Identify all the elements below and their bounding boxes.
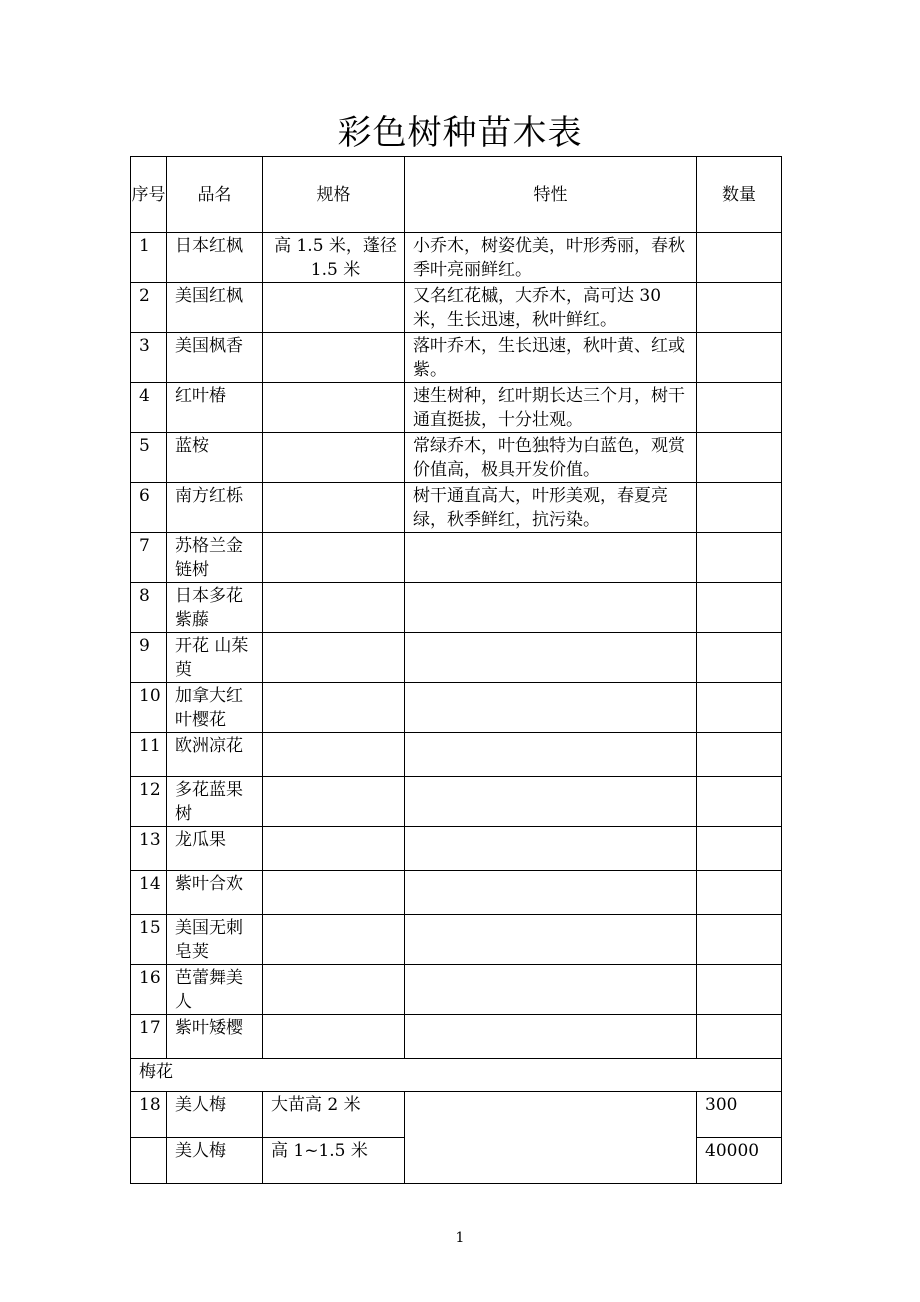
cell-name: 日本红枫 <box>167 233 263 283</box>
cell-no: 13 <box>131 827 167 871</box>
cell-qty <box>697 827 782 871</box>
cell-name: 苏格兰金链树 <box>167 533 263 583</box>
cell-name: 紫叶合欢 <box>167 871 263 915</box>
cell-feature: 又名红花槭，大乔木，高可达 30 米，生长迅速，秋叶鲜红。 <box>405 283 697 333</box>
cell-qty <box>697 483 782 533</box>
cell-spec <box>263 965 405 1015</box>
cell-feature: 小乔木，树姿优美，叶形秀丽，春秋季叶亮丽鲜红。 <box>405 233 697 283</box>
table-row <box>131 733 782 777</box>
cell-name: 多花蓝果树 <box>167 777 263 827</box>
header-name: 品名 <box>167 157 263 233</box>
cell-no <box>131 1138 167 1184</box>
table-row <box>131 483 782 533</box>
cell-no: 10 <box>131 683 167 733</box>
cell-qty <box>697 333 782 383</box>
cell-qty <box>697 633 782 683</box>
cell-spec <box>263 683 405 733</box>
cell-no: 7 <box>131 533 167 583</box>
cell-no: 9 <box>131 633 167 683</box>
cell-qty <box>697 583 782 633</box>
seedling-table <box>130 156 782 1184</box>
cell-qty <box>697 433 782 483</box>
table-row <box>131 1015 782 1059</box>
cell-no: 16 <box>131 965 167 1015</box>
cell-name: 红叶椿 <box>167 383 263 433</box>
cell-feature: 常绿乔木，叶色独特为白蓝色，观赏价值高，极具开发价值。 <box>405 433 697 483</box>
cell-no: 4 <box>131 383 167 433</box>
cell-no: 14 <box>131 871 167 915</box>
cell-feature <box>405 733 697 777</box>
cell-name: 芭蕾舞美人 <box>167 965 263 1015</box>
cell-spec <box>263 383 405 433</box>
page-title: 彩色树种苗木表 <box>337 113 583 153</box>
cell-no: 8 <box>131 583 167 633</box>
cell-feature <box>405 1015 697 1059</box>
cell-feature <box>405 915 697 965</box>
header-feature: 特性 <box>405 157 697 233</box>
cell-spec <box>263 333 405 383</box>
header-qty: 数量 <box>697 157 782 233</box>
cell-no: 3 <box>131 333 167 383</box>
cell-feature <box>405 533 697 583</box>
table-row <box>131 827 782 871</box>
cell-name: 美人梅 <box>167 1092 263 1138</box>
group-row <box>131 1059 782 1092</box>
cell-no: 1 <box>131 233 167 283</box>
table-row <box>131 283 782 333</box>
cell-name: 美国红枫 <box>167 283 263 333</box>
cell-spec <box>263 915 405 965</box>
cell-feature: 落叶乔木，生长迅速，秋叶黄、红或紫。 <box>405 333 697 383</box>
cell-qty <box>697 683 782 733</box>
cell-feature: 树干通直高大，叶形美观，春夏亮绿，秋季鲜红，抗污染。 <box>405 483 697 533</box>
cell-spec: 高 1.5 米，蓬径 1.5 米 <box>263 233 405 283</box>
cell-name: 开花 山茱萸 <box>167 633 263 683</box>
cell-spec <box>263 777 405 827</box>
table-row <box>131 583 782 633</box>
cell-spec <box>263 733 405 777</box>
header-row <box>131 157 782 233</box>
cell-feature <box>405 683 697 733</box>
cell-qty: 300 <box>697 1092 782 1138</box>
table-row <box>131 871 782 915</box>
table-row <box>131 233 782 283</box>
cell-qty <box>697 733 782 777</box>
cell-no: 11 <box>131 733 167 777</box>
cell-name: 紫叶矮樱 <box>167 1015 263 1059</box>
cell-name: 南方红栎 <box>167 483 263 533</box>
cell-feature <box>405 871 697 915</box>
cell-no: 2 <box>131 283 167 333</box>
table-row <box>131 633 782 683</box>
header-no: 序号 <box>131 157 167 233</box>
table-row <box>131 1092 782 1138</box>
cell-spec: 高 1~1.5 米 <box>263 1138 405 1184</box>
cell-no: 15 <box>131 915 167 965</box>
cell-spec: 大苗高 2 米 <box>263 1092 405 1138</box>
cell-feature-merged <box>405 1092 697 1184</box>
cell-name: 美人梅 <box>167 1138 263 1184</box>
table-row <box>131 777 782 827</box>
cell-qty <box>697 777 782 827</box>
cell-spec <box>263 633 405 683</box>
cell-name: 龙瓜果 <box>167 827 263 871</box>
table-row <box>131 433 782 483</box>
cell-feature <box>405 633 697 683</box>
cell-spec <box>263 483 405 533</box>
cell-feature <box>405 583 697 633</box>
cell-qty <box>697 383 782 433</box>
cell-qty <box>697 915 782 965</box>
table-row <box>131 383 782 433</box>
cell-spec <box>263 283 405 333</box>
cell-qty <box>697 233 782 283</box>
cell-spec <box>263 583 405 633</box>
cell-name: 欧洲凉花 <box>167 733 263 777</box>
cell-no: 5 <box>131 433 167 483</box>
cell-spec <box>263 827 405 871</box>
group-label: 梅花 <box>131 1059 782 1092</box>
cell-qty <box>697 533 782 583</box>
table-row <box>131 965 782 1015</box>
cell-spec <box>263 871 405 915</box>
cell-qty <box>697 965 782 1015</box>
cell-no: 18 <box>131 1092 167 1138</box>
cell-qty <box>697 1015 782 1059</box>
cell-feature <box>405 777 697 827</box>
cell-qty <box>697 871 782 915</box>
cell-no: 17 <box>131 1015 167 1059</box>
cell-qty: 40000 <box>697 1138 782 1184</box>
table-row <box>131 333 782 383</box>
cell-feature <box>405 965 697 1015</box>
cell-no: 6 <box>131 483 167 533</box>
cell-spec <box>263 533 405 583</box>
cell-feature <box>405 827 697 871</box>
cell-spec <box>263 433 405 483</box>
cell-name: 蓝桉 <box>167 433 263 483</box>
table-row <box>131 533 782 583</box>
page-number: 1 <box>455 1230 465 1246</box>
cell-qty <box>697 283 782 333</box>
cell-no: 12 <box>131 777 167 827</box>
cell-spec <box>263 1015 405 1059</box>
table-row <box>131 915 782 965</box>
cell-feature: 速生树种，红叶期长达三个月，树干通直挺拔，十分壮观。 <box>405 383 697 433</box>
table-row <box>131 683 782 733</box>
header-spec: 规格 <box>263 157 405 233</box>
cell-name: 美国枫香 <box>167 333 263 383</box>
cell-name: 美国无刺皂荚 <box>167 915 263 965</box>
cell-name: 加拿大红叶樱花 <box>167 683 263 733</box>
cell-name: 日本多花紫藤 <box>167 583 263 633</box>
